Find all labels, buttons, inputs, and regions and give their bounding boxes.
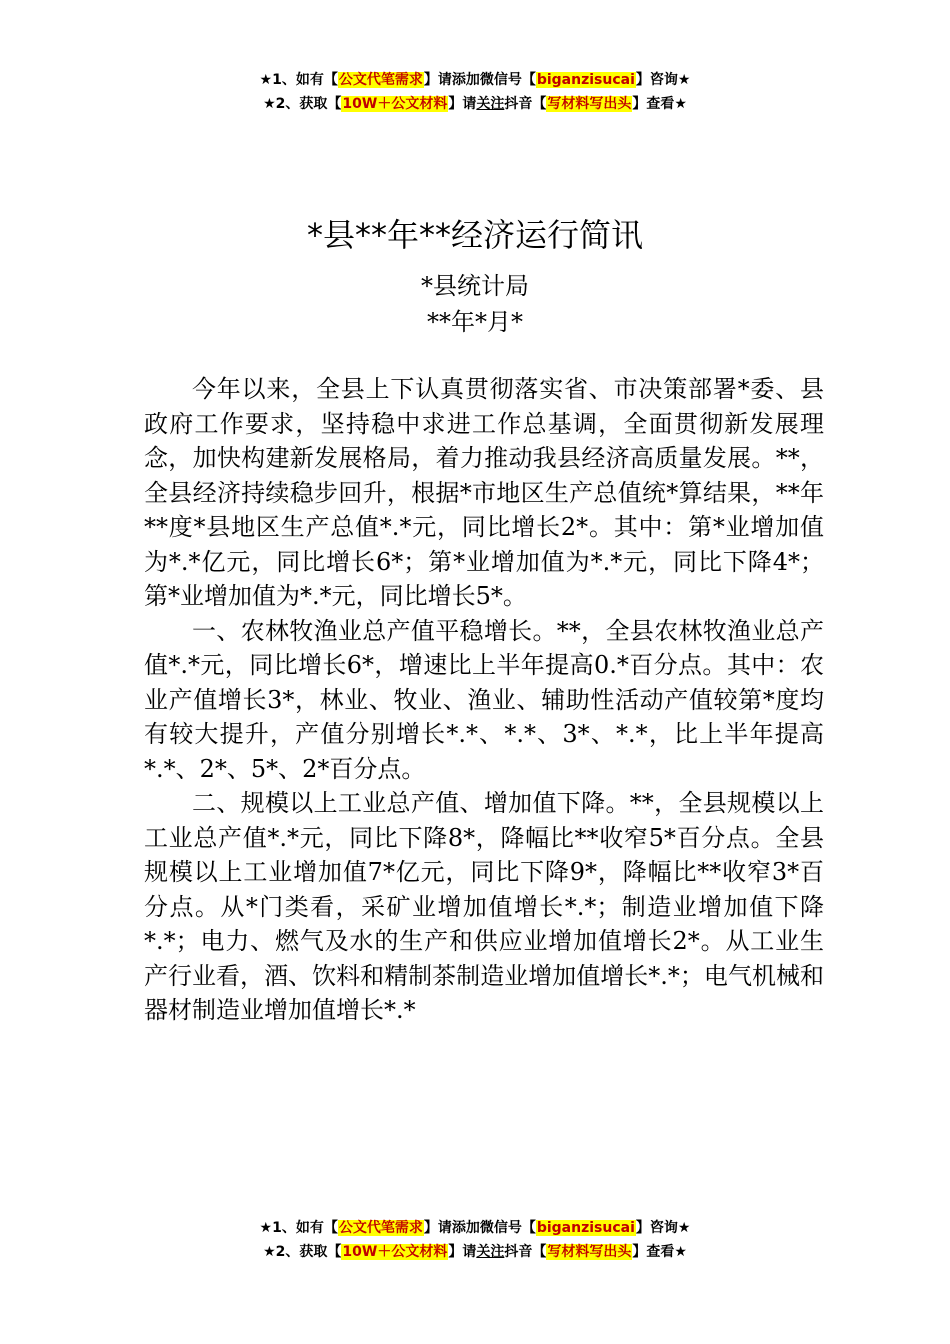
promo-underlined: 关注 bbox=[476, 1244, 505, 1260]
promo-text: 】请 bbox=[448, 1244, 477, 1260]
promo-text: 】咨询★ bbox=[635, 1220, 691, 1236]
promo-highlight: 10W＋公文材料 bbox=[342, 1244, 448, 1260]
promo-text: 】查看★ bbox=[632, 1244, 687, 1260]
promo-text: ★1、如有【 bbox=[259, 1220, 338, 1236]
promo-text: 抖音【 bbox=[504, 1244, 547, 1260]
promo-highlight: 公文代笔需求 bbox=[338, 72, 423, 88]
body-paragraph: 二、规模以上工业总产值、增加值下降。**，全县规模以上工业总产值*.*元，同比下降8*，降幅比**收窄5*百分点。全县规模以上工业增加值7*亿元，同比下降9*，降幅比**收窄3*百分点。从*门类看，采矿业增加值增长*.*；制造业增加值下降*.*；电力、燃气及水的生产和供应业增加值增长2*。从工业生产行业看，酒、饮料和精制茶制造业增加值增长*.*；电气机械和器材制造业增加值增长*.* bbox=[144, 789, 824, 1024]
promo-highlight: 写材料写出头 bbox=[547, 96, 632, 112]
promo-text: 】查看★ bbox=[632, 96, 687, 112]
wechat-id-highlight: biganzisucai bbox=[536, 1220, 635, 1236]
document-author: *县统计局 bbox=[421, 272, 529, 300]
promo-highlight: 公文代笔需求 bbox=[338, 1220, 423, 1236]
promo-line-2 bbox=[0, 1240, 950, 1264]
promo-text: ★1、如有【 bbox=[259, 72, 338, 88]
document-body bbox=[144, 372, 824, 1028]
promo-line-1 bbox=[0, 1216, 950, 1240]
promo-highlight: 写材料写出头 bbox=[547, 1244, 632, 1260]
promo-text: 】请 bbox=[448, 96, 477, 112]
promo-text: 】咨询★ bbox=[635, 72, 691, 88]
promo-banner-bottom bbox=[0, 1216, 950, 1264]
promo-line-2 bbox=[0, 92, 950, 116]
promo-text: ★2、获取【 bbox=[263, 1244, 342, 1260]
promo-text: 】请添加微信号【 bbox=[423, 72, 536, 88]
promo-text: 】请添加微信号【 bbox=[423, 1220, 536, 1236]
promo-banner-top bbox=[0, 68, 950, 116]
promo-underlined: 关注 bbox=[476, 96, 505, 112]
promo-text: ★2、获取【 bbox=[263, 96, 342, 112]
promo-highlight: 10W＋公文材料 bbox=[342, 96, 448, 112]
promo-line-1 bbox=[0, 68, 950, 92]
wechat-id-highlight: biganzisucai bbox=[536, 72, 635, 88]
promo-text: 抖音【 bbox=[504, 96, 547, 112]
document-title: *县**年**经济运行简讯 bbox=[306, 216, 643, 254]
body-paragraph: 一、农林牧渔业总产值平稳增长。**，全县农林牧渔业总产值*.*元，同比增长6*，增速比上半年提高0.*百分点。其中：农业产值增长3*，林业、牧业、渔业、辅助性活动产值较第*度均有较大提升，产值分别增长*.*、*.*、3*、*.*，比上半年提高*.*、2*、5*、2*百分点。 bbox=[144, 616, 824, 783]
document-date: **年*月* bbox=[427, 308, 523, 336]
body-paragraph: 今年以来，全县上下认真贯彻落实省、市决策部署*委、县政府工作要求，坚持稳中求进工作总基调，全面贯彻新发展理念，加快构建新发展格局，着力推动我县经济高质量发展。**，全县经济持续稳步回升，根据*市地区生产总值统*算结果，**年**度*县地区生产总值*.*元，同比增长2*。其中：第*业增加值为*.*亿元，同比增长6*；第*业增加值为*.*元，同比下降4*；第*业增加值为*.*元，同比增长5*。 bbox=[144, 375, 824, 610]
